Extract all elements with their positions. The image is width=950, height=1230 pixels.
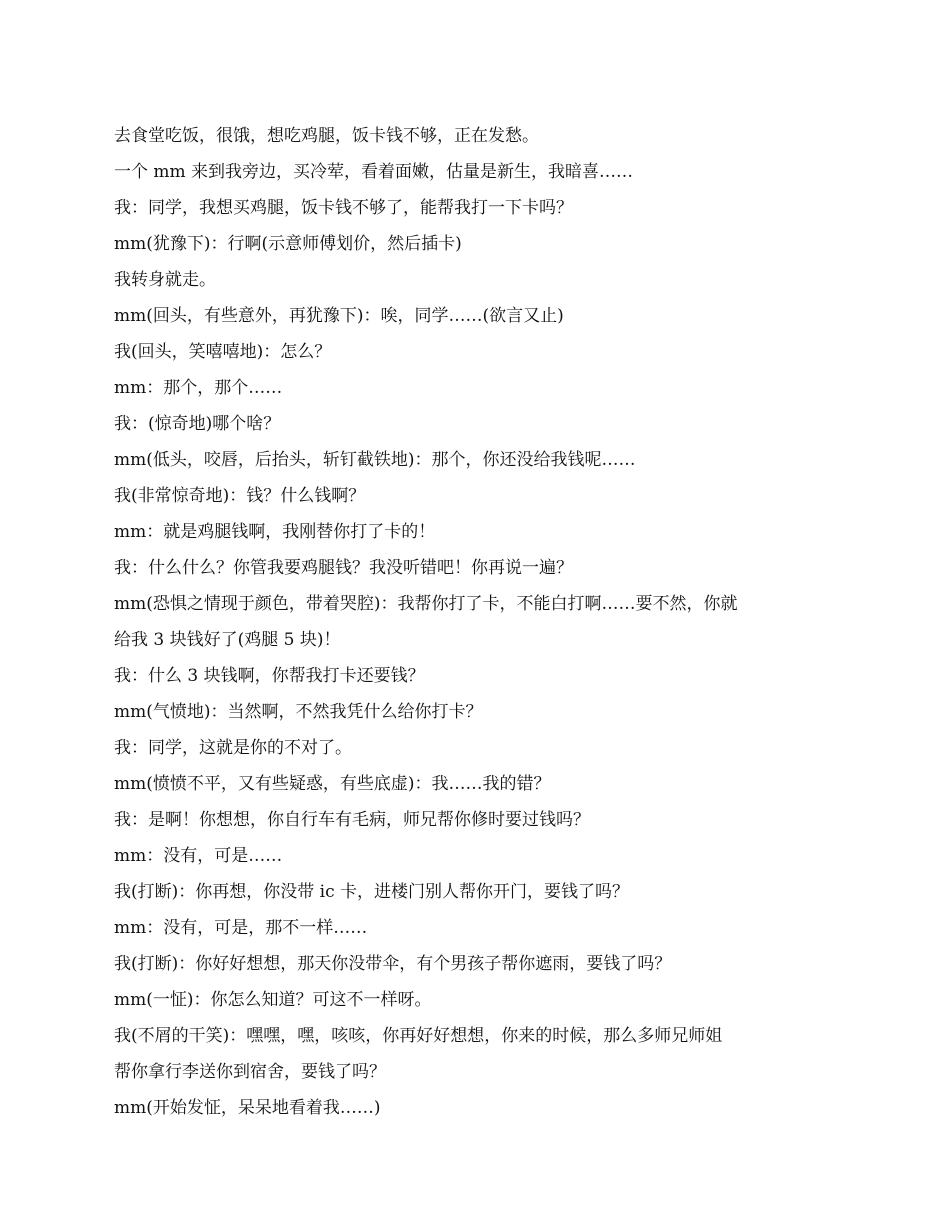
text-line: 我(回头，笑嘻嘻地)：怎么？ [114,342,332,362]
text-line: 我(非常惊奇地)：钱？什么钱啊？ [114,486,366,506]
text-line: 去食堂吃饭，很饿，想吃鸡腿，饭卡钱不够，正在发愁。 [114,126,539,146]
text-line: mm：就是鸡腿钱啊，我刚替你打了卡的！ [114,522,436,542]
text-line: 我：什么 3 块钱啊，你帮我打卡还要钱？ [114,666,425,686]
text-line: 给我 3 块钱好了(鸡腿 5 块)！ [114,630,341,650]
text-line: mm(气愤地)：当然啊，不然我凭什么给你打卡？ [114,702,483,722]
text-line: 我：(惊奇地)哪个啥？ [114,414,281,434]
text-line: 我：是啊！你想想，你自行车有毛病，师兄帮你修时要过钱吗？ [114,810,590,830]
text-line: mm(愤愤不平，又有些疑惑，有些底虚)：我……我的错？ [114,774,551,794]
text-line: mm(恐惧之情现于颜色，带着哭腔)：我帮你打了卡，不能白打啊……要不然，你就 [114,594,738,614]
text-line: mm(回头，有些意外，再犹豫下)：唉，同学……(欲言又止) [114,306,564,326]
text-line: mm：没有，可是…… [114,846,283,866]
text-line: 我：同学，这就是你的不对了。 [114,738,352,758]
text-line: mm：那个，那个…… [114,378,283,398]
text-line: mm(低头，咬唇，后抬头，斩钉截铁地)：那个，你还没给我钱呢…… [114,450,636,470]
text-line: 我(打断)：你好好想想，那天你没带伞，有个男孩子帮你遮雨，要钱了吗？ [114,954,672,974]
text-line: 一个 mm 来到我旁边，买冷荤，看着面嫩，估量是新生，我暗喜…… [114,162,634,182]
text-line: mm(开始发怔，呆呆地看着我……) [114,1098,381,1118]
document-body [114,118,794,1126]
text-line: 我：什么什么？你管我要鸡腿钱？我没听错吧！你再说一遍？ [114,558,573,578]
text-line: 我：同学，我想买鸡腿，饭卡钱不够了，能帮我打一下卡吗？ [114,198,573,218]
text-line: 帮你拿行李送你到宿舍，要钱了吗？ [114,1062,386,1082]
text-line: mm(犹豫下)：行啊(示意师傅划价，然后插卡) [114,234,462,254]
text-line: 我(打断)：你再想，你没带 ic 卡，进楼门别人帮你开门，要钱了吗？ [114,882,630,902]
text-line: mm(一怔)：你怎么知道？可这不一样呀。 [114,990,432,1010]
text-line: mm：没有，可是，那不一样…… [114,918,368,938]
text-line: 我转身就走。 [114,270,216,290]
text-line: 我(不屑的干笑)：嘿嘿，嘿，咳咳，你再好好想想，你来的时候，那么多师兄师姐 [114,1026,723,1046]
